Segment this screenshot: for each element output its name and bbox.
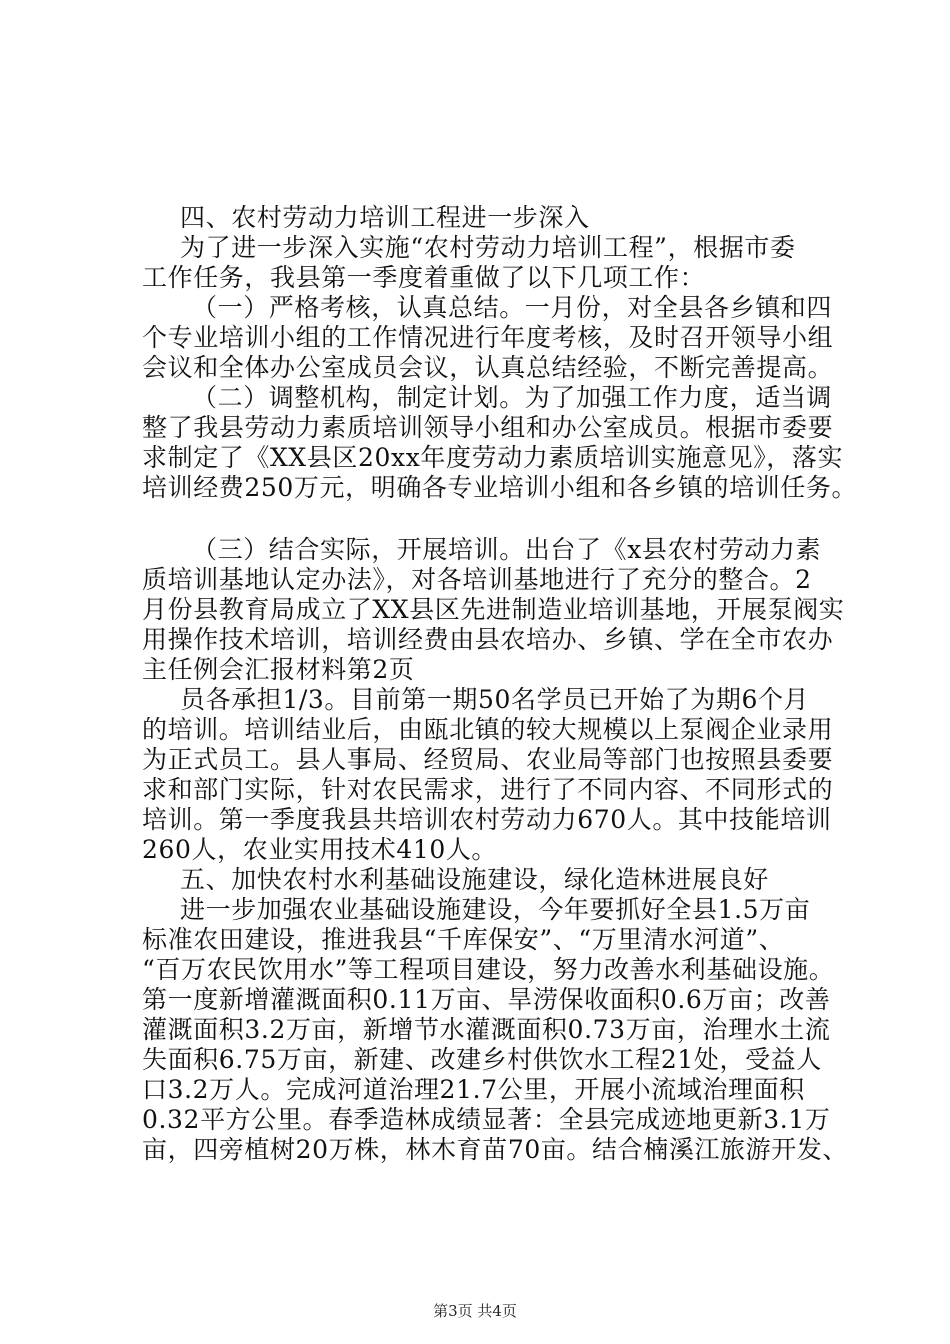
paragraph-line: 月份县教育局成立了XX县区先进制造业培训基地，开展泵阀实	[142, 595, 845, 624]
paragraph-line: 用操作技术培训，培训经费由县农培办、乡镇、学在全市农办	[142, 625, 834, 654]
paragraph-line: 口3.2万人。完成河道治理21.7公里，开展小流域治理面积	[142, 1075, 805, 1104]
paragraph-line: 求和部门实际，针对农民需求，进行了不同内容、不同形式的	[142, 775, 834, 804]
paragraph-line: 求制定了《XX县区20xx年度劳动力素质培训实施意见》，落实	[142, 443, 844, 472]
paragraph-line: 亩，四旁植树20万株，林木育苗70亩。结合楠溪江旅游开发、	[142, 1135, 849, 1164]
paragraph-line: 灌溉面积3.2万亩，新增节水灌溉面积0.73万亩，治理水土流	[142, 1015, 831, 1044]
paragraph-line: 失面积6.75万亩，新建、改建乡村供饮水工程21处，受益人	[142, 1045, 822, 1074]
paragraph-line: 培训。第一季度我县共培训农村劳动力670人。其中技能培训	[142, 805, 832, 834]
section-heading-5: 五、加快农村水利基础设施建设，绿化造林进展良好	[180, 865, 769, 894]
paragraph-line: 为正式员工。县人事局、经贸局、农业局等部门也按照县委要	[142, 745, 834, 774]
document-body	[142, 203, 858, 1165]
paragraph-line: （一）严格考核，认真总结。一月份，对全县各乡镇和四	[192, 293, 833, 322]
paragraph-line: “百万农民饮用水”等工程项目建设，努力改善水利基础设施。	[142, 955, 835, 984]
page-number-footer: 第3页 共4页	[433, 1302, 517, 1320]
paragraph-line: 进一步加强农业基础设施建设，今年要抓好全县1.5万亩	[180, 895, 811, 924]
paragraph-line: 的培训。培训结业后，由瓯北镇的较大规模以上泵阀企业录用	[142, 715, 834, 744]
paragraph-gap	[142, 503, 852, 535]
paragraph-line: 员各承担1/3。目前第一期50名学员已开始了为期6个月	[180, 685, 810, 714]
paragraph-line: 0.32平方公里。春季造林成绩显著：全县完成迹地更新3.1万	[142, 1105, 831, 1134]
paragraph-line: （三）结合实际，开展培训。出台了《x县农村劳动力素	[192, 535, 822, 564]
paragraph-line: 工作任务，我县第一季度着重做了以下几项工作：	[142, 263, 706, 292]
paragraph-line: 个专业培训小组的工作情况进行年度考核，及时召开领导小组	[142, 323, 834, 352]
paragraph-line: 为了进一步深入实施“农村劳动力培训工程”，根据市委	[180, 233, 796, 262]
paragraph-line: 培训经费250万元，明确各专业培训小组和各乡镇的培训任务。	[142, 473, 858, 502]
paragraph-line: （二）调整机构，制定计划。为了加强工作力度，适当调	[192, 383, 833, 412]
paragraph-line: 260人，农业实用技术410人。	[142, 835, 498, 864]
paragraph-line: 第一度新增灌溉面积0.11万亩、旱涝保收面积0.6万亩；改善	[142, 985, 831, 1014]
paragraph-line: 整了我县劳动力素质培训领导小组和办公室成员。根据市委要	[142, 413, 834, 442]
paragraph-line: 会议和全体办公室成员会议，认真总结经验，不断完善提高。	[142, 353, 834, 382]
paragraph-line: 质培训基地认定办法》，对各培训基地进行了充分的整合。2	[142, 565, 812, 594]
paragraph-line: 主任例会汇报材料第2页	[142, 655, 415, 684]
paragraph-line: 标准农田建设，推进我县“千库保安”、“万里清水河道”、	[142, 925, 785, 954]
section-heading-4: 四、农村劳动力培训工程进一步深入	[180, 203, 590, 232]
